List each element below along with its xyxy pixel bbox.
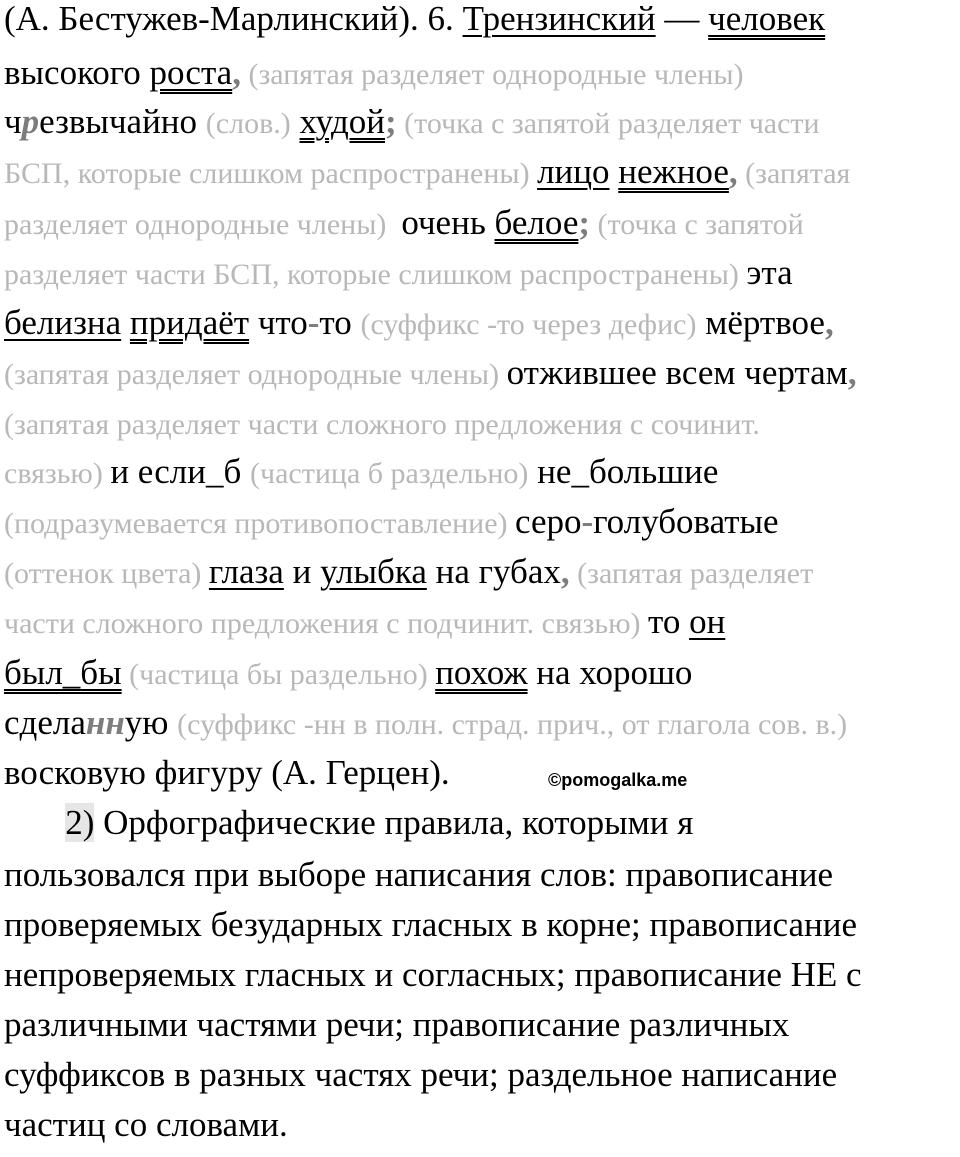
text-line — [4, 900, 857, 950]
text-line — [4, 0, 825, 44]
text-line — [4, 198, 804, 248]
text-span: на хорошо — [527, 653, 693, 692]
text-span — [610, 152, 619, 191]
underlined-word: похож — [435, 653, 528, 692]
text-span: то — [647, 602, 690, 641]
underlined-word: улыбка — [320, 552, 427, 591]
text-span: , — [728, 152, 738, 191]
text-span: эта — [746, 253, 793, 292]
text-line — [4, 1000, 789, 1050]
text-span — [4, 803, 65, 842]
text-line — [4, 447, 718, 497]
underlined-word: роста — [149, 53, 233, 92]
text-line — [4, 97, 820, 147]
text-span: не_большие — [528, 452, 719, 491]
text-line — [4, 1050, 837, 1100]
text-line — [4, 248, 793, 298]
comment: (частица бы раздельно) — [121, 658, 436, 691]
text-span: ч — [4, 102, 22, 141]
underlined-word: Трензинский — [462, 0, 656, 38]
underlined-word: был_бы — [4, 653, 122, 692]
text-span: различными частями речи; правописание различных — [4, 1005, 790, 1044]
text-line — [4, 1100, 288, 1150]
comment: (запятая разделяет части сложного предложения с сочинит. — [4, 408, 760, 441]
comment: (запятая — [737, 157, 851, 190]
text-line — [4, 597, 725, 647]
text-line — [4, 798, 693, 848]
text-line — [4, 497, 779, 547]
underlined-word: нежное — [618, 152, 729, 191]
item-number: 2) — [65, 803, 95, 842]
text-span: и если_б — [110, 452, 251, 491]
text-span: ; — [385, 102, 397, 141]
text-line — [4, 648, 692, 698]
text-span: нн — [85, 703, 125, 742]
comment: (оттенок цвета) — [4, 557, 209, 590]
text-span: то — [319, 303, 361, 342]
text-span: — — [655, 0, 709, 38]
comment: (частица б раздельно) — [250, 457, 529, 490]
text-span: отжившее всем чертам — [506, 353, 848, 392]
text-line — [4, 547, 813, 597]
text-span: проверяемых безударных гласных в корне; правописание — [4, 905, 858, 944]
text-span: р — [21, 102, 40, 141]
text-span: частиц со словами. — [4, 1105, 288, 1144]
text-line — [4, 398, 760, 448]
comment: (суффикс -нн в полн. страд. прич., от глагола сов. в.) — [177, 708, 848, 741]
text-line — [4, 348, 857, 398]
comment: (запятая разделяет — [569, 557, 814, 590]
text-span: Орфографические правила, которыми я — [94, 803, 694, 842]
text-span: и — [283, 552, 321, 591]
text-span: , — [232, 53, 241, 92]
underlined-word: придаёт — [129, 303, 250, 342]
comment: разделяет однородные члены) — [4, 208, 402, 241]
text-span: , — [560, 552, 570, 591]
text-line — [4, 748, 450, 798]
text-span — [121, 303, 130, 342]
text-span: суффиксов в разных частях речи; раздельное написание — [4, 1055, 838, 1094]
text-span: непроверяемых гласных и согласных; правописание НЕ с — [4, 955, 862, 994]
text-span: пользовался при выборе написания слов: правописание — [4, 855, 833, 894]
comment: (запятая разделяет однородные члены) — [4, 358, 507, 391]
text-span: (А. Бестужев-Марлинский). 6. — [4, 0, 463, 38]
text-line — [4, 48, 744, 98]
text-span: , — [824, 303, 834, 342]
text-span: на губах — [426, 552, 561, 591]
underlined-word: человек — [708, 0, 826, 38]
comment: (слов.) — [205, 107, 291, 140]
comment: части сложного предложения с подчинит. связью) — [4, 607, 648, 640]
comment: (точка с запятой — [590, 208, 804, 241]
text-span: серо — [515, 502, 582, 541]
comment: БСП, которые слишком распространены) — [4, 157, 538, 190]
text-span: - — [581, 502, 594, 541]
text-line — [4, 147, 850, 197]
text-span: мёртвое — [696, 303, 825, 342]
text-line — [4, 950, 862, 1000]
comment: (суффикс -то через дефис) — [360, 308, 697, 341]
text-span: голубоватые — [593, 502, 779, 541]
underlined-word: лицо — [537, 152, 610, 191]
text-span: езвычайно — [39, 102, 206, 141]
comment: связью) — [4, 457, 111, 490]
text-span: высокого — [4, 53, 150, 92]
text-span: очень — [401, 203, 495, 242]
text-span: ; — [578, 203, 591, 242]
text-line — [4, 850, 833, 900]
watermark: ©pomogalka.me — [548, 770, 688, 790]
underlined-word: он — [689, 602, 726, 641]
comment: (точка с запятой разделяет части — [396, 107, 820, 140]
text-span: , — [847, 353, 857, 392]
underlined-word: белое — [494, 203, 579, 242]
text-span: - — [307, 303, 320, 342]
underlined-word: глаза — [208, 552, 284, 591]
underlined-word: худой — [299, 102, 385, 141]
text-span: что — [249, 303, 308, 342]
text-line — [4, 698, 847, 748]
text-span: сдела — [4, 703, 86, 742]
text-line — [4, 298, 834, 348]
comment: (подразумевается противопоставление) — [4, 507, 516, 540]
text-span: восковую фигуру (А. Герцен). — [4, 753, 450, 792]
comment: (запятая разделяет однородные члены) — [240, 58, 744, 91]
text-span: ую — [124, 703, 178, 742]
comment: разделяет части БСП, которые слишком распространены) — [4, 258, 747, 291]
underlined-word: белизна — [4, 303, 122, 342]
